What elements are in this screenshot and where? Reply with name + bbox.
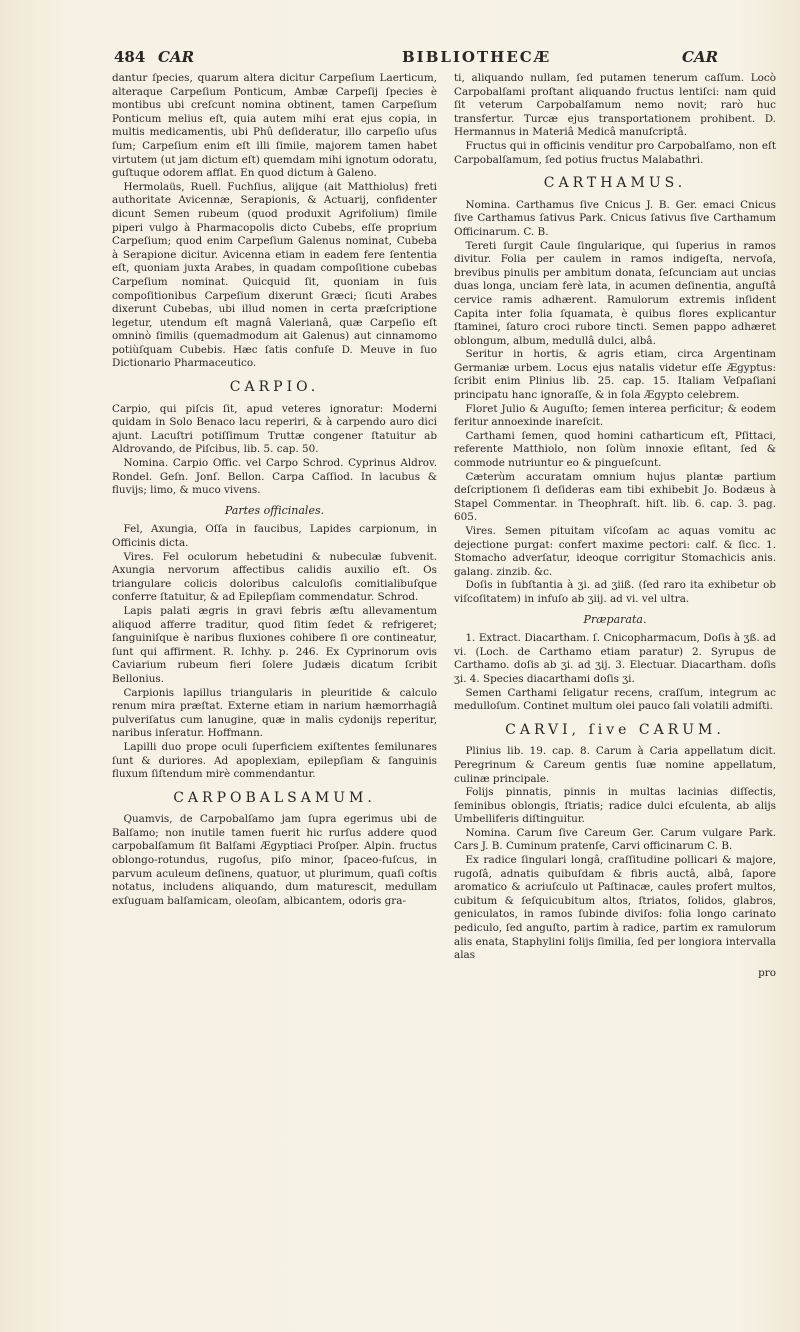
paragraph: ti, aliquando nullam, ſed putamen tenerum caſſum. Locò Carpobalſami proſtant aliquando fructus lentiſci: nam quid ſit veterum Carpobalſamum nemo novit; rarò huc transfertur. Turcæ ejus transportationem prohibent. D. Hermannus in Materiâ Medicâ manuſcriptâ. <box>454 72 776 139</box>
running-header <box>112 44 772 70</box>
paragraph: Nomina. Carthamus ſive Cnicus J. B. Ger. emaci Cnicus ſive Carthamus ſativus Park. Cnicus ſativus ſive Carthamum Officinarum. C. B. <box>454 198 776 238</box>
section-heading: CARPOBALSAMUM. <box>173 789 376 806</box>
paragraph: Quamvis, de Carpobalſamo jam ſupra egerimus ubi de Balſamo; non inutile tamen fuerit hic rurſus addere quod carpobalſamum ſit Balſami Ægyptiaci Proſper. Alpin. fructus oblongo-rotundus, rugoſus, piſo minor, ſpaceo-fuſcus, in parvum aculeum deſinens, quatuor, ut plurimum, quaſi coſtis notatus, includens aliquando, dum maturescit, medullam exſuguam balſamicam, oleoſam, albicantem, odoris gra- <box>112 813 437 907</box>
paragraph: Cæterùm accuratam omnium hujus plantæ partium deſcriptionem ſi deſideras eam tibi exhibebit Jo. Bodæus à Stapel Commentar. in Theophraſt. hiſt. lib. 6. cap. 3. pag. 605. <box>454 470 776 524</box>
section-heading: CARVI, ſive CARUM. <box>505 721 725 738</box>
left-column <box>112 72 437 908</box>
paragraph: Semen Carthami ſeligatur recens, craſſum, integrum ac medulloſum. Continet multum olei pauco ſali volatili admiſti. <box>454 686 776 713</box>
paragraph: Tereti ſurgit Caule ſingularique, qui ſuperius in ramos divitur. Folia per caulem in ramos indigeſta, nervoſa, brevibus pinulis per ambitum donata, ſeſcunciam aut uncias duas longa, unciam ferè lata, in acumen deſinentia, anguſtâ cervice ramis adhærent. Ramulorum extremis inſident Capita inter folia ſquamata, è quibus flores explicantur ſtaminei, ſaturo croci rubore tincti. Semen pappo adhæret oblongum, album, medullâ dulci, albâ. <box>454 239 776 347</box>
paragraph: Vires. Fel oculorum hebetudini & nubeculæ ſubvenit. Axungia nervorum affectibus calidis auxilio eſt. Os triangulare colicis doloribus calculoſis comitialibuſque conferre ſtatuitur, & ad Epilepſiam commendatur. Schrod. <box>112 550 437 604</box>
section-heading: CARTHAMUS. <box>543 175 687 192</box>
header-title: BIBLIOTHECÆ <box>402 48 552 66</box>
section-heading: CARPIO. <box>229 379 320 396</box>
paragraph: Hermolaüs, Ruell. Fuchſius, alijque (ait Matthiolus) freti authoritate Avicennæ, Serapionis, & Actuarij, confidenter dicunt Semen rubeum (quod produxit Agrifolium) ſimile piperi vulgo à Pharmacopolis dicto Cubebs, eſſe proprium Carpeſium; quod enim Carpeſium Galenus nominat, Cubeba à Serapione dicitur. Avicenna etiam in eadem fere ſententia eſt, quoniam juxta Arabes, in quadam compoſitione cubebas Carpeſium nominat. Quicquid ſit, quoniam in ſuis compoſitionibus Carpeſium dixerunt Græci; ſicuti Arabes dixerunt Cubebas, ubi illud nomen in certa præſcriptione legetur, utendum eſt magnâ Valerianâ, quæ Carpeſio eſt omninò ſimilis (quemadmodum ait Galenus) aut cinnamomo potiùſquam Cubebis. Hæc ſatis confuſe D. Meuve in ſuo Dictionario Pharmaceutico. <box>112 180 437 370</box>
header-right-keyword: CAR <box>682 48 719 66</box>
header-left-keyword: CAR <box>158 48 195 66</box>
paragraph: Fructus qui in officinis venditur pro Carpobalſamo, non eſt Carpobalſamum, ſed potius fructus Malabathri. <box>454 139 776 166</box>
paragraph: Lapilli duo prope oculi ſuperficiem exiſtentes ſemilunares ſunt & duriores. Ad apoplexiam, epilepſiam & ſanguinis fluxum ſiſtendum mirè commendantur. <box>112 740 437 781</box>
paragraph: Carpio, qui piſcis ſit, apud veteres ignoratur: Moderni quidam in Solo Benaco lacu reperiri, & à carpendo auro dici ajunt. Lacuſtri potiſſimum Truttæ congener ſtatuitur ab Aldrovando, de Piſcibus, lib. 5. cap. 50. <box>112 402 437 456</box>
paragraph: Nomina. Carum ſive Careum Ger. Carum vulgare Park. Cars J. B. Cuminum pratenſe, Carvi officinarum C. B. <box>454 826 776 853</box>
paragraph: Doſis in ſubſtantia à ʒi. ad ʒiiß. (ſed raro ita exhibetur ob viſcoſitatem) in infuſo ab ʒiij. ad vi. vel ultra. <box>454 579 776 605</box>
catchword: pro <box>758 966 776 979</box>
paragraph: 1. Extract. Diacartham. ſ. Cnicopharmacum, Doſis à ʒß. ad vi. (Loch. de Carthamo etiam paratur) 2. Syrupus de Carthamo. doſis ab ʒi. ad ʒij. 3. Electuar. Diacartham. doſis ʒi. 4. Species diacarthami doſis ʒi. <box>454 632 776 685</box>
paragraph: Lapis palati ægris in gravi febris æſtu allevamentum aliquod afferre traditur, quod ſitim ſedet & refrigeret; ſanguiniſque è naribus fluxiones cohibere ſi ore contineatur, ſunt qui affirment. R. Ichhy. p. 246. Ex Cyprinorum ovis Caviarium rubeum fieri ſolere Judæis dicatum ſcribit Bellonius. <box>112 604 437 685</box>
right-column <box>454 72 776 980</box>
subsection-heading: Præparata. <box>583 612 647 626</box>
paragraph: Plinius lib. 19. cap. 8. Carum à Caria appellatum dicit. Peregrinum & Careum gentis ſuæ nomine appellatum, culinæ principale. <box>454 745 776 785</box>
paragraph: Folijs pinnatis, pinnis in multas lacinias diſſectis, ſeminibus oblongis, ſtriatis; radice dulci eſculenta, ab alijs Umbelliferis diſtinguitur. <box>454 786 776 826</box>
subsection-heading: Partes officinales. <box>224 503 325 517</box>
paragraph: dantur ſpecies, quarum altera dicitur Carpeſium Laerticum, alteraque Carpeſium Ponticum, Ambæ Carpeſij ſpecies è montibus ubi creſcunt nomina obtinent, tamen Carpeſium Ponticum melius eſt, quia autem mihi erat ejus copia, in multis medicamentis, ubi Phû deſideratur, illo carpeſio uſus ſum; Carpeſium enim eſt illi ſimile, majorem tamen habet virtutem (ut jam dictum eſt) quemdam mihi ignotum odoratu, guſtuque odorem afflat. En quod dictum à Galeno. <box>112 72 437 180</box>
paragraph: Ex radice ſingulari longâ, craſſitudine pollicari & majore, rugoſâ, adnatis quibuſdam & fibris auctâ, albâ, ſapore aromatico & acriuſculo ut Paſtinacæ, caules profert multos, cubitum & ſeſquicubitum altos, ſtriatos, ſolidos, glabros, geniculatos, in ramos ſubinde diviſos: folia longo carinato pediculo, ſed anguſto, partim à radice, partim ex ramulorum alis enata, Staphylini folijs ſimilia, ſed per longiora intervalla alas <box>454 854 776 962</box>
paragraph: Floret Julio & Auguſto; ſemen interea perficitur; & eodem feritur annoexinde inareſcit. <box>454 402 776 429</box>
paragraph: Carthami ſemen, quod homini catharticum eſt, Pſittaci, referente Matthiolo, non ſolùm innoxie eſitant, ſed & commode nutriuntur eo & pingueſcunt. <box>454 429 776 470</box>
page-number: 484 <box>114 48 146 66</box>
paragraph: Seritur in hortis, & agris etiam, circa Argentinam Germaniæ urbem. Locus ejus natalis videtur eſſe Ægyptus: ſcribit enim Plinius lib. 25. cap. 15. Italiam Veſpaſiani principatu hanc ignoraſſe, & in ſola Ægypto celebrem. <box>454 348 776 402</box>
paragraph: Fel, Axungia, Oſſa in faucibus, Lapides carpionum, in Officinis dicta. <box>112 523 437 549</box>
paragraph: Nomina. Carpio Offic. vel Carpo Schrod. Cyprinus Aldrov. Rondel. Geſn. Jonſ. Bellon. Carpa Caſſiod. In lacubus & fluvijs; limo, & muco vivens. <box>112 457 437 497</box>
paragraph: Vires. Semen pituitam viſcoſam ac aquas vomitu ac dejectione purgat: confert maxime pectori: calf. & ſicc. 1. Stomacho adverſatur, ideoque corrigitur Stomachicis anis. galang. zinzib. &c. <box>454 525 776 578</box>
paragraph: Carpionis lapillus triangularis in pleuritide & calculo renum mira præſtat. Externe etiam in narium hæmorrhagiâ pulveriſatus cum lanugine, quæ in malis cydonijs reperitur, naribus inſeratur. Hoffmann. <box>112 686 437 740</box>
